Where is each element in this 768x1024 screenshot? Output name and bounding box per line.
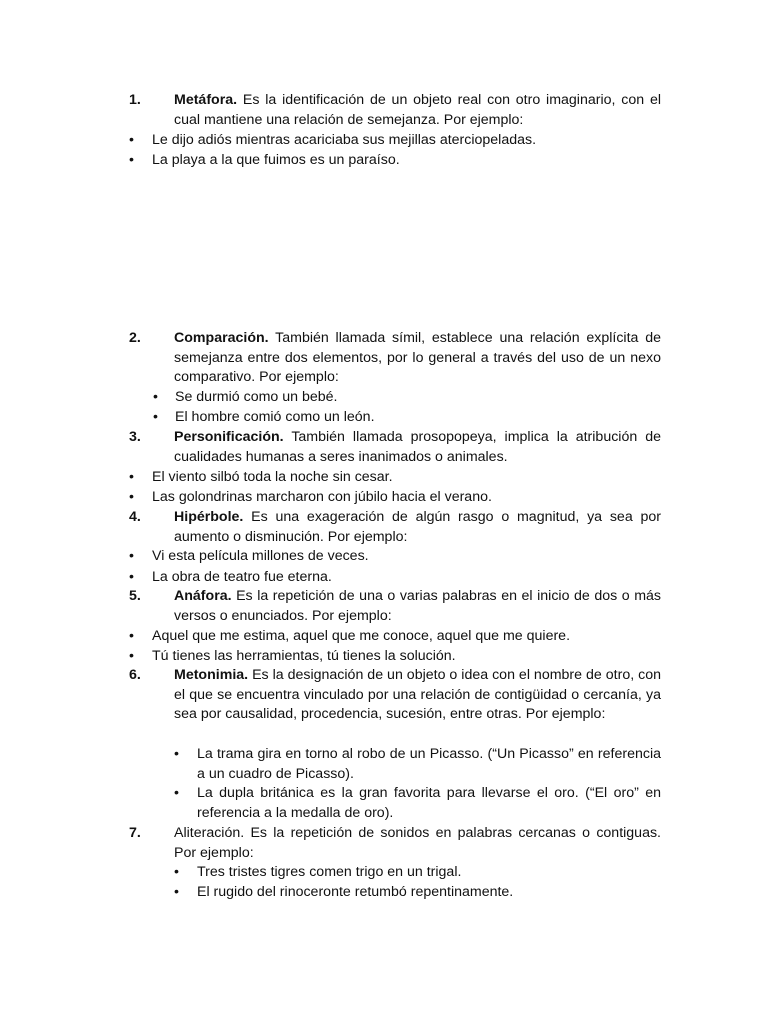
bullet-icon: •	[129, 628, 134, 644]
example-item	[129, 568, 669, 588]
bullet-icon: •	[174, 785, 179, 801]
example-item	[174, 784, 661, 823]
item-definition-text: También llamada símil, establece una relación explícita de semejanza entre dos elementos, por lo general a través del uso de un nexo comparativo. Por ejemplo:	[174, 330, 661, 386]
item-term: Metonimia.	[174, 667, 249, 683]
example-text: La trama gira en torno al robo de un Picasso. (“Un Picasso” en referencia a un cuadro de Picasso).	[197, 746, 661, 782]
example-item	[129, 647, 669, 667]
example-text: La dupla británica es la gran favorita para llevarse el oro. (“El oro” en referencia a la medalla de oro).	[197, 785, 661, 821]
list-item-aliteracion	[129, 824, 661, 863]
bullet-icon: •	[129, 152, 134, 168]
item-definition	[174, 824, 661, 863]
item-definition-text: Es la repetición de una o varias palabras en el inicio de dos o más versos o enunciados. Por ejemplo:	[174, 588, 661, 624]
item-definition	[174, 508, 661, 547]
item-term: Anáfora.	[174, 588, 232, 604]
item-term: Metáfora.	[174, 92, 238, 108]
bullet-icon: •	[129, 648, 134, 664]
list-item-comparacion	[129, 329, 661, 388]
item-number: 2.	[129, 330, 141, 346]
item-definition	[174, 329, 661, 388]
example-item	[129, 131, 669, 151]
example-item	[129, 468, 669, 488]
example-text: Tres tristes tigres comen trigo en un trigal.	[197, 864, 462, 880]
item-definition	[174, 666, 661, 725]
bullet-icon: •	[129, 548, 134, 564]
example-text: Se durmió como un bebé.	[175, 389, 338, 405]
bullet-icon: •	[129, 489, 134, 505]
example-text: La playa a la que fuimos es un paraíso.	[152, 152, 400, 168]
bullet-icon: •	[129, 132, 134, 148]
bullet-icon: •	[153, 409, 158, 425]
item-definition-text: Es una exageración de algún rasgo o magnitud, ya sea por aumento o disminución. Por ejemplo:	[174, 509, 661, 545]
item-number: 6.	[129, 667, 141, 683]
example-text: Aquel que me estima, aquel que me conoce, aquel que me quiere.	[152, 628, 571, 644]
example-text: El viento silbó toda la noche sin cesar.	[152, 469, 393, 485]
item-definition	[174, 91, 661, 130]
list-item-metafora	[129, 91, 661, 130]
item-number: 1.	[129, 92, 141, 108]
example-item	[153, 408, 673, 428]
example-item	[174, 883, 661, 903]
item-definition	[174, 587, 661, 626]
example-text: Vi esta película millones de veces.	[152, 548, 369, 564]
example-text: La obra de teatro fue eterna.	[152, 569, 332, 585]
example-item	[129, 547, 669, 567]
item-number: 7.	[129, 825, 141, 841]
example-item	[129, 151, 669, 171]
item-term: Personificación.	[174, 429, 284, 445]
bullet-icon: •	[129, 569, 134, 585]
bullet-icon: •	[129, 469, 134, 485]
example-text: El rugido del rinoceronte retumbó repentinamente.	[197, 884, 514, 900]
item-term: Hipérbole.	[174, 509, 244, 525]
example-text: Las golondrinas marcharon con júbilo hacia el verano.	[152, 489, 492, 505]
bullet-icon: •	[153, 389, 158, 405]
item-definition-text: Aliteración. Es la repetición de sonidos en palabras cercanas o contiguas. Por ejemplo:	[174, 825, 661, 861]
item-term: Comparación.	[174, 330, 269, 346]
example-item	[174, 745, 661, 784]
example-item	[153, 388, 673, 408]
item-number: 3.	[129, 429, 141, 445]
bullet-icon: •	[174, 884, 179, 900]
item-definition-text: Es la identificación de un objeto real con otro imaginario, con el cual mantiene una relación de semejanza. Por ejemplo:	[174, 92, 661, 128]
list-item-personificacion	[129, 428, 661, 467]
list-item-anafora	[129, 587, 661, 626]
example-text: Le dijo adiós mientras acariciaba sus mejillas aterciopeladas.	[152, 132, 537, 148]
list-item-metonimia	[129, 666, 661, 725]
item-number: 5.	[129, 588, 141, 604]
example-item	[129, 627, 669, 647]
item-number: 4.	[129, 509, 141, 525]
bullet-icon: •	[174, 746, 179, 762]
example-text: El hombre comió como un león.	[175, 409, 375, 425]
example-item	[129, 488, 669, 508]
example-text: Tú tienes las herramientas, tú tienes la solución.	[152, 648, 456, 664]
list-item-hiperbole	[129, 508, 661, 547]
item-definition-text: También llamada prosopopeya, implica la atribución de cualidades humanas a seres inanimados o animales.	[174, 429, 661, 465]
item-definition-text: Es la designación de un objeto o idea con el nombre de otro, con el que se encuentra vinculado por una relación de contigüidad o cercanía, ya sea por causalidad, procedencia, sucesión, entre otras. Por ejemplo:	[174, 667, 661, 723]
bullet-icon: •	[174, 864, 179, 880]
item-definition	[174, 428, 661, 467]
example-item	[174, 863, 661, 883]
